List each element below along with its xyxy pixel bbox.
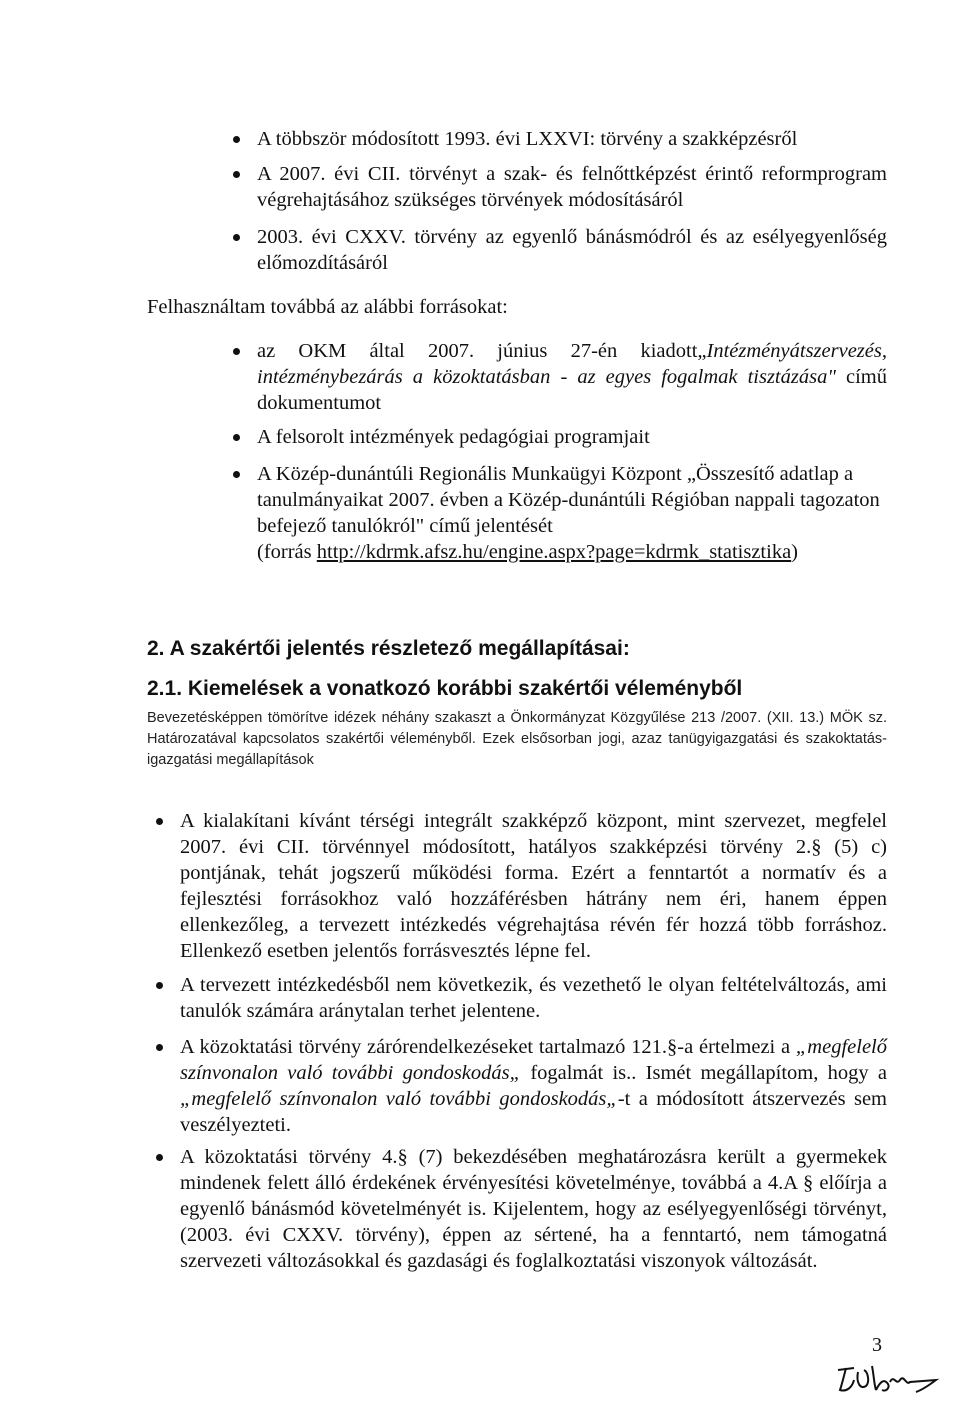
kdrmk-text: A Közép-dunántúli Regionális Munkaügyi Központ „Összesítő adatlap a tanulmányaikat 2007. évben a Közép-dunántúli Régióban nappali tagozaton befejező tanulókról" című jelentését	[257, 463, 880, 537]
intro-paragraph: Bevezetésképpen tömörítve idézek néhány szakaszt a Önkormányzat Közgyűlése 213 /2007. (XII. 13.) MÖK sz. Határozatával kapcsolatos szakértői véleményből. Ezek elsősorban jogi, azaz tanügyigazgatási és szakoktatás-igazgatási megállapítások	[147, 710, 887, 768]
source-open: (forrás	[257, 541, 317, 563]
okm-text: az OKM által 2007. június 27-én kiadott„	[257, 340, 707, 362]
quoted-term: „megfelelő színvonalon való további gondoskodás„	[180, 1036, 887, 1084]
list-item	[257, 161, 887, 213]
bullet-icon	[156, 1154, 163, 1161]
source-close: )	[791, 541, 798, 563]
list-item-text: A 2007. évi CII. törvényt a szak- és felnőttképzést érintő reformprogram végrehajtásához szükséges törvények módosításáról	[257, 163, 887, 211]
list-item-text: A felsorolt intézmények pedagógiai programjait	[257, 426, 650, 448]
list-item-text: -t a módosított átszervezés sem veszélyezteti.	[180, 1088, 888, 1136]
list-item-text: A közoktatási törvény 4.§ (7) bekezdésében meghatározásra került a gyermekek mindenek felett álló érdekének érvényesítési követelménye, továbbá a 4.A § előírja a egyenlő bánásmód követelményét is. Kijelentem, hogy az esélyegyenlőségi törvényt, (2003. évi CXXV. törvény), éppen az sértené, ha a fenntartó, nem támogatná szervezeti változásokkal és gazdasági és foglalkoztatási viszonyok változását.	[180, 1146, 887, 1272]
bullet-icon	[156, 1044, 163, 1051]
list-item	[257, 126, 887, 152]
bullet-icon	[156, 818, 163, 825]
bullet-icon	[233, 136, 240, 143]
list-item-text: 2003. évi CXXV. törvény az egyenlő bánásmódról és az esélyegyenlőség előmozdításáról	[257, 226, 887, 274]
list-item	[257, 424, 887, 450]
list-item	[180, 1034, 887, 1138]
list-item-text: A kialakítani kívánt térségi integrált szakképző központ, mint szervezet, megfelel 2007. évi CII. törvénnyel módosított, hatályos szakképzési törvény 2.§ (5) c) pontjának, tehát jogszerű működési forma. Ezért a fenntartót a normatív és a fejlesztési forrásokhoz való hozzáférésben hátrány nem éri, hanem éppen ellenkezőleg, a tervezett intézkedés végrehajtása révén fér hozzá több forráshoz. Ellenkező esetben jelentős forrásvesztés lépne fel.	[180, 810, 887, 962]
page-number: 3	[872, 1334, 882, 1356]
list-item	[257, 338, 887, 416]
signature-icon	[832, 1360, 942, 1396]
bullet-icon	[233, 348, 240, 355]
okm-document-title: Intézményátszervezés, intézménybezárás a közoktatásban - az egyes fogalmak tisztázása"	[257, 340, 887, 388]
list-item-text: fogalmát is.. Ismét megállapítom, hogy a	[521, 1062, 887, 1084]
sources-intro: Felhasználtam továbbá az alábbi forrásokat:	[147, 296, 508, 318]
source-link[interactable]: http://kdrmk.afsz.hu/engine.aspx?page=kdrmk_statisztika	[316, 541, 792, 563]
quoted-term: „megfelelő színvonalon való további gondoskodás„	[180, 1088, 618, 1110]
list-item	[257, 461, 887, 565]
bullet-icon	[233, 434, 240, 441]
bullet-icon	[233, 471, 240, 478]
bullet-icon	[233, 234, 240, 241]
bullet-icon	[233, 171, 240, 178]
list-item	[180, 808, 887, 964]
list-item-text: A többször módosított 1993. évi LXXVI: törvény a szakképzésről	[257, 128, 798, 150]
list-item-text: A közoktatási törvény zárórendelkezéseket tartalmazó 121.§-a értelmezi a	[180, 1036, 796, 1058]
list-item-text: A tervezett intézkedésből nem következik, és vezethető le olyan feltételváltozás, ami tanulók számára aránytalan terhet jelentene.	[180, 974, 887, 1022]
list-item	[180, 972, 887, 1024]
section-heading-2: 2. A szakértői jelentés részletező megállapításai:	[147, 637, 630, 660]
bullet-icon	[156, 982, 163, 989]
section-heading-2-1: 2.1. Kiemelések a vonatkozó korábbi szakértői véleményből	[147, 677, 743, 700]
okm-text-end: című dokumentumot	[257, 366, 887, 414]
list-item	[180, 1144, 887, 1274]
list-item	[257, 224, 887, 276]
